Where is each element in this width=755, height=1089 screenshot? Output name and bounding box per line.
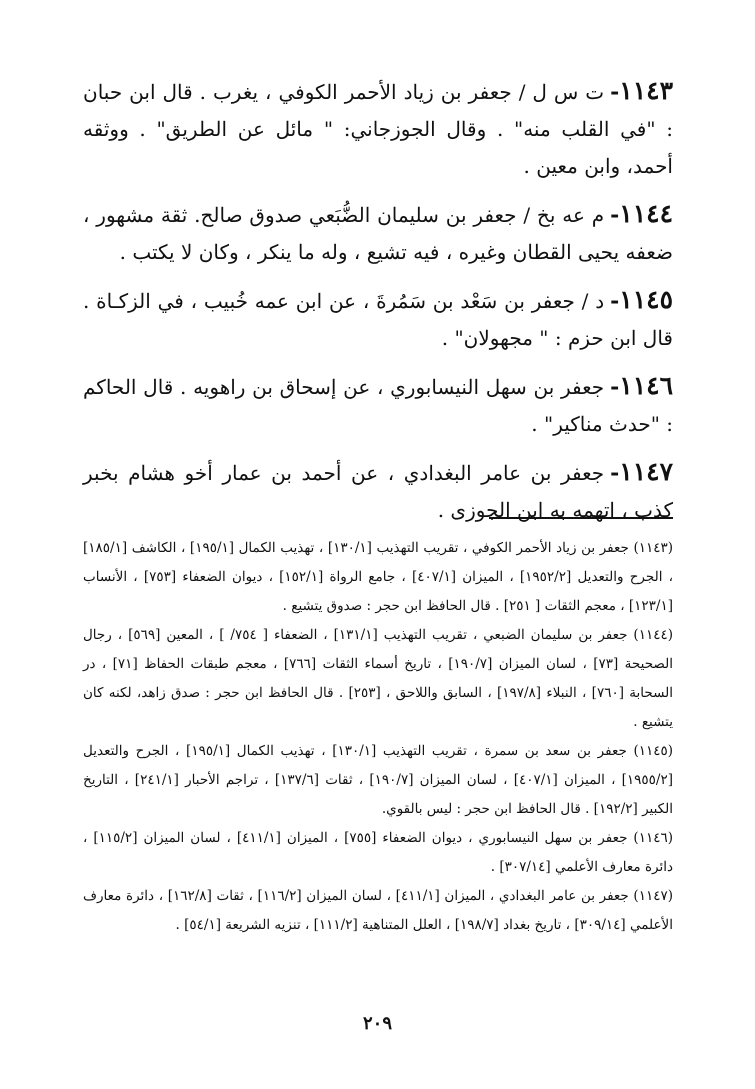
entry-1146: ١١٤٦-جعفر بن سهل النيسابوري ، عن إسحاق بن راهويه . قال الحاكم : "حدث مناكير" . (83, 371, 673, 436)
entry-number: ١١٤٦ (619, 371, 673, 400)
page-number: ٢٠٩ (362, 1013, 392, 1034)
entry-1147: ١١٤٧-جعفر بن عامر البغدادي ، عن أحمد بن عمار أخو هشام بخبر كذب ، اتهمه به ابن الجوزى . (83, 457, 673, 522)
footnotes (83, 534, 673, 940)
entry-text: جعفر بن عامر البغدادي ، عن أحمد بن عمار أخو هشام بخبر كذب ، اتهمه به ابن الجوزى . (83, 461, 673, 522)
main-text (83, 72, 673, 539)
entry-number: ١١٤٥ (619, 285, 673, 314)
footnote-1147: (١١٤٧) جعفر بن عامر البغدادي ، الميزان [٤١١/١] ، لسان الميزان [١١٦/٢] ، ثقات [١٦٢/٨] ، دائرة معارف الأعلمي [٣٠٩/١٤] ، تاريخ بغداد [١٩٨/٧] ، العلل المتناهية [١١١/٢] ، تنزيه الشريعة [٥٤/١] . (83, 888, 673, 933)
entry-number: ١١٤٤ (619, 199, 673, 228)
footnote-divider (489, 517, 673, 519)
footnote-1143: (١١٤٣) جعفر بن زياد الأحمر الكوفي ، تقريب التهذيب [١٣٠/١] ، تهذيب الكمال [١٩٥/١] ، الكاشف [١٨٥/١] ، الجرح والتعديل [١٩٥٢/٢] ، الميزان [٤٠٧/١] ، جامع الرواة [١٥٢/١] ، ديوان الضعفاء [٧٥٣] ، الأنساب [١٢٣/١] ، معجم الثقات [ ٢٥١] . قال الحافظ ابن حجر : صدوق يتشيع . (83, 540, 674, 614)
entry-text: د / جعفر بن سَعْد بن سَمُرةَ ، عن ابن عمه خُبيب ، في الزكـاة . قال ابن حزم : " مجهولان" . (83, 289, 673, 350)
entry-1145: ١١٤٥-د / جعفر بن سَعْد بن سَمُرةَ ، عن ابن عمه خُبيب ، في الزكـاة . قال ابن حزم : " مجهولان" . (83, 285, 673, 350)
entry-text: ت س ل / جعفر بن زياد الأحمر الكوفي ، يغرب . قال ابن حبان : "في القلب منه" . وقال الجوزجاني: " مائل عن الطريق" . ووثقه أحمد، وابن معين . (83, 80, 673, 178)
entry-1143: ١١٤٣-ت س ل / جعفر بن زياد الأحمر الكوفي ، يغرب . قال ابن حبان : "في القلب منه" . وقال الجوزجاني: " مائل عن الطريق" . ووثقه أحمد، وابن معين . (83, 76, 673, 178)
entry-text: م عه بخ / جعفر بن سليمان الضُّبَعي صدوق صالح. ثقة مشهور ، ضعفه يحيى القطان وغيره ، فيه تشيع ، وله ما ينكر ، وكان لا يكتب . (83, 203, 673, 264)
entry-text: جعفر بن سهل النيسابوري ، عن إسحاق بن راهويه . قال الحاكم : "حدث مناكير" . (83, 375, 673, 436)
entry-number: ١١٤٧ (619, 457, 673, 486)
entry-number: ١١٤٣ (619, 76, 673, 105)
footnote-1144: (١١٤٤) جعفر بن سليمان الضبعي ، تقريب التهذيب [١٣١/١] ، الضعفاء [ ٧٥٤/ ] ، المعين [٥٦٩] ، رجال الصحيحة [٧٣] ، لسان الميزان [١٩٠/٧] ، تاريخ أسماء الثقات [٧٦٦] ، معجم طبقات الحفاظ [٧١] ، در السحابة [٧٦٠] ، النبلاء [١٩٧/٨] ، السابق واللاحق ، [٢٥٣] . قال الحافظ ابن حجر : صدق زاهد، لكنه كان يتشيع . (83, 627, 673, 730)
entry-1144: ١١٤٤-م عه بخ / جعفر بن سليمان الضُّبَعي صدوق صالح. ثقة مشهور ، ضعفه يحيى القطان وغيره ، فيه تشيع ، وله ما ينكر ، وكان لا يكتب . (83, 199, 673, 264)
footnote-1145: (١١٤٥) جعفر بن سعد بن سمرة ، تقريب التهذيب [١٣٠/١] ، تهذيب الكمال [١٩٥/١] ، الجرح والتعديل [١٩٥٥/٢] ، الميزان [٤٠٧/١] ، لسان الميزان [١٩٠/٧] ، ثقات [١٣٧/٦] ، تراجم الأحبار [٢٤١/١] ، التاريخ الكبير [١٩٢/٢] . قال الحافظ ابن حجر : ليس بالقوي. (83, 743, 674, 817)
footnote-1146: (١١٤٦) جعفر بن سهل النيسابوري ، ديوان الضعفاء [٧٥٥] ، الميزان [٤١١/١] ، لسان الميزان [١١٥/٢] ، دائرة معارف الأعلمي [٣٠٧/١٤] . (83, 830, 673, 875)
